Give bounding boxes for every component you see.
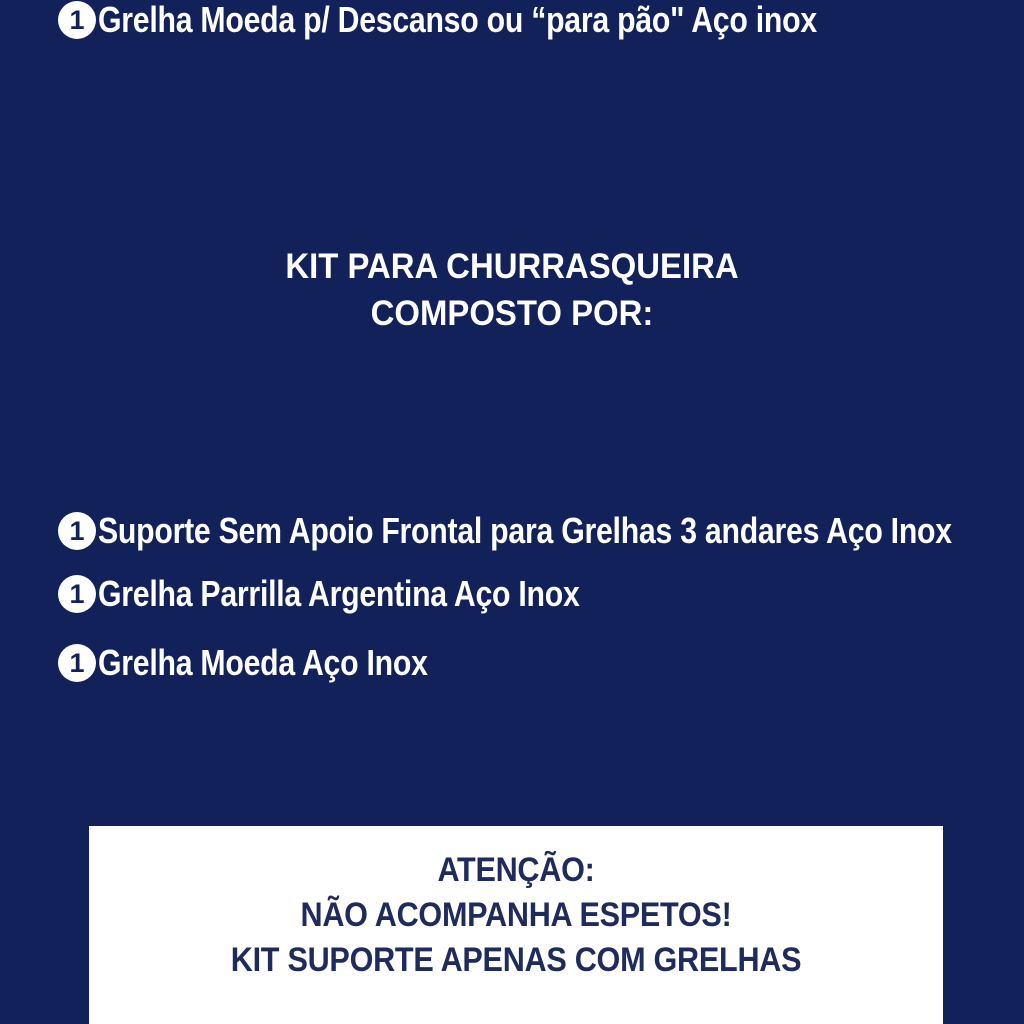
quantity-badge: 1 [58,512,96,550]
item-label: Grelha Parrilla Argentina Aço Inox [98,573,580,614]
quantity-badge: 1 [58,575,96,613]
page-title [31,243,994,337]
item-label: Grelha Moeda p/ Descanso ou “para pão" Aço inox [98,0,817,40]
list-item [58,643,490,683]
notice-line-2: NÃO ACOMPANHA ESPETOS! [300,896,732,934]
item-label: Suporte Sem Apoio Frontal para Grelhas 3 andares Aço Inox [98,510,952,551]
notice-box [89,826,943,1024]
notice-line-3: KIT SUPORTE APENAS COM GRELHAS [230,941,802,979]
quantity-badge: 1 [58,644,96,682]
title-line-1: KIT PARA CHURRASQUEIRA [285,247,739,286]
list-item [58,574,671,614]
list-item [58,511,1024,551]
quantity-badge: 1 [58,1,96,39]
title-line-2: COMPOSTO POR: [370,294,654,333]
notice-line-1: ATENÇÃO: [437,851,595,889]
list-item [58,0,954,40]
item-label: Grelha Moeda Aço Inox [98,642,428,683]
notice-text [132,848,901,983]
